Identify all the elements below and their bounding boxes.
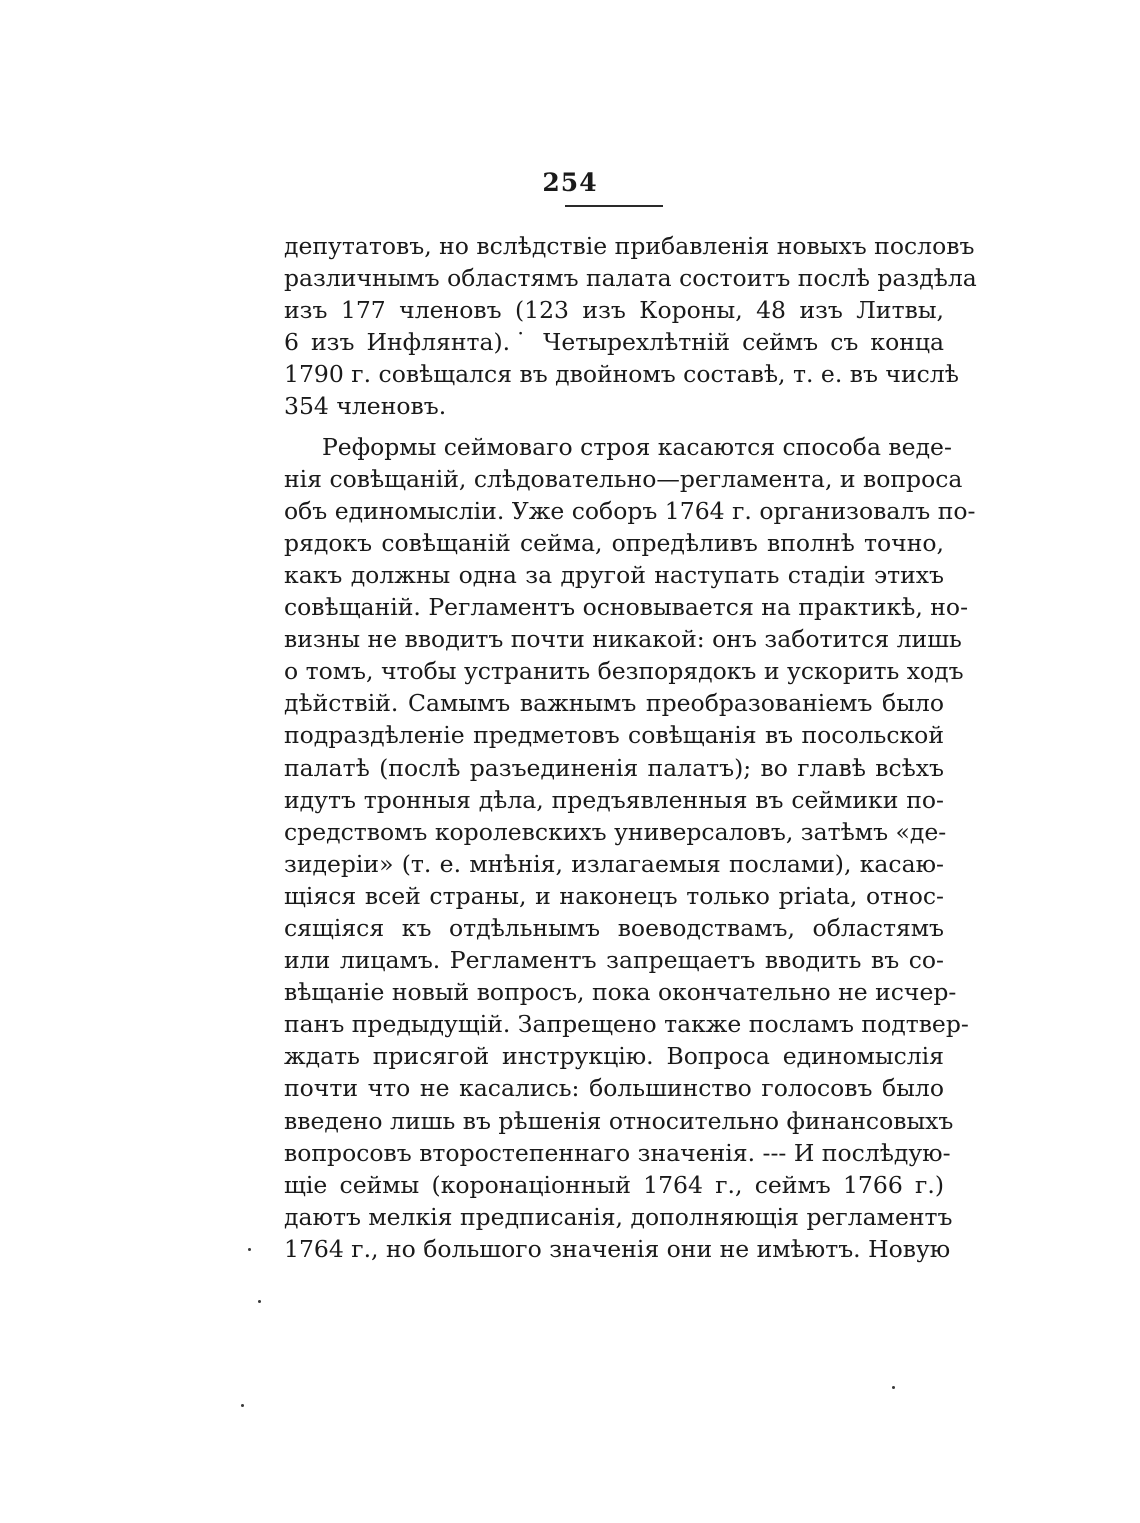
text-line: о томъ, чтобы устранить безпорядокъ и ускорить ходъ	[284, 657, 964, 686]
text-line: 6 изъ Инфлянта).˙ Четырехлѣтній сеймъ съ конца	[284, 328, 944, 357]
text-line: 1764 г., но большого значенія они не имѣютъ. Новую	[284, 1234, 951, 1263]
text-line: даютъ мелкія предписанія, дополняющія регламентъ	[284, 1202, 953, 1231]
text-line: щіе сеймы (коронаціонный 1764 г., сеймъ 1766 г.)	[284, 1170, 944, 1199]
text-line: визны не вводитъ почти никакой: онъ заботится лишь	[284, 625, 962, 654]
text-line: сящіяся къ отдѣльнымъ воеводствамъ, областямъ	[284, 913, 944, 942]
text-line: 1790 г. совѣщался въ двойномъ составѣ, т. е. въ числѣ	[284, 360, 959, 389]
paragraph-2	[284, 431, 976, 1265]
text-line: панъ предыдущій. Запрещено также посламъ подтвер-	[284, 1010, 969, 1039]
text-line: или лицамъ. Регламентъ запрещаетъ вводить въ со-	[284, 946, 944, 975]
text-line: различнымъ областямъ палата состоитъ послѣ раздѣла	[284, 264, 977, 293]
text-line: почти что не касались: большинство голосовъ было	[284, 1074, 944, 1103]
text-line: ждать присягой инструкцію. Вопроса единомыслія	[284, 1042, 944, 1071]
text-line: изъ 177 членовъ (123 изъ Короны, 48 изъ Литвы,	[284, 296, 944, 325]
text-line: зидеріи» (т. е. мнѣнія, излагаемыя послами), касаю-	[284, 849, 944, 878]
text-line: щіяся всей страны, и наконецъ только priata, относ-	[284, 881, 944, 910]
text-line: 354 членовъ.	[284, 392, 447, 421]
scan-speck	[892, 1386, 895, 1389]
text-line: какъ должны одна за другой наступать стадіи этихъ	[284, 560, 944, 589]
text-line: объ единомысліи. Уже соборъ 1764 г. организовалъ по-	[284, 496, 976, 525]
text-line: подраздѣленіе предметовъ совѣщанія въ посольской	[284, 721, 944, 750]
text-line: вопросовъ второстепеннаго значенія. --- И послѣдую-	[284, 1138, 951, 1167]
scan-speck	[258, 1300, 261, 1303]
text-line: депутатовъ, но вслѣдствіе прибавленія новыхъ пословъ	[284, 232, 975, 260]
paragraph-gap	[284, 423, 944, 431]
scan-speck	[248, 1248, 251, 1251]
text-line: совѣщаній. Регламентъ основывается на практикѣ, но-	[284, 593, 969, 622]
text-line: нія совѣщаній, слѣдовательно—регламента, и вопроса	[284, 464, 963, 493]
text-line: введено лишь въ рѣшенія относительно финансовыхъ	[284, 1106, 954, 1135]
paragraph-1	[284, 230, 977, 423]
text-line: идутъ тронныя дѣла, предъявленныя въ сеймики по-	[284, 785, 944, 814]
page-number-rule	[565, 205, 663, 207]
page-number: 254	[542, 168, 598, 197]
scan-speck	[241, 1404, 244, 1407]
text-line: Реформы сеймоваго строя касаются способа веде-	[322, 432, 952, 461]
text-line: средствомъ королевскихъ универсаловъ, затѣмъ «де-	[284, 817, 947, 846]
text-line: палатѣ (послѣ разъединенія палатъ); во главѣ всѣхъ	[284, 753, 944, 782]
body-text	[284, 230, 977, 1265]
text-line: дѣйствій. Самымъ важнымъ преобразованіемъ было	[284, 689, 944, 718]
text-line: рядокъ совѣщаній сейма, опредѣливъ вполнѣ точно,	[284, 528, 944, 557]
text-line: вѣщаніе новый вопросъ, пока окончательно не исчер-	[284, 978, 957, 1007]
